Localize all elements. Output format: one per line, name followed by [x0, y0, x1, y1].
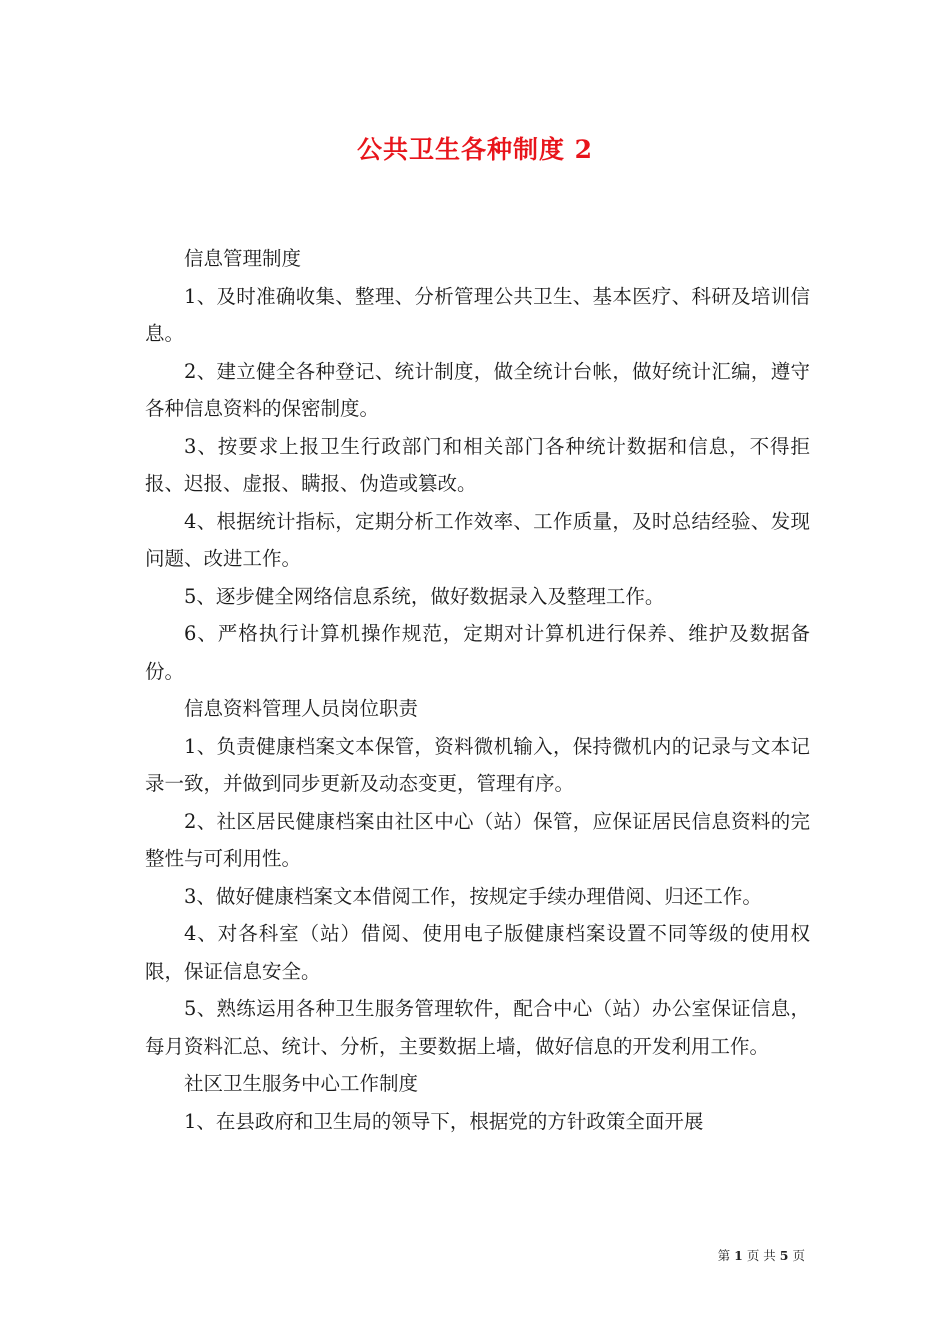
- paragraph: 4、根据统计指标，定期分析工作效率、工作质量，及时总结经验、发现问题、改进工作。: [145, 509, 810, 570]
- footer-prefix: 第: [717, 1248, 731, 1263]
- paragraph: 1、在县政府和卫生局的领导下，根据党的方针政策全面开展: [184, 1109, 704, 1133]
- document-title: 公共卫生各种制度 2: [356, 135, 594, 164]
- paragraph: 2、建立健全各种登记、统计制度，做全统计台帐，做好统计汇编，遵守各种信息资料的保密制度。: [145, 359, 810, 420]
- section-heading-staff-duties: 信息资料管理人员岗位职责: [184, 697, 419, 720]
- paragraph: 3、按要求上报卫生行政部门和相关部门各种统计数据和信息，不得拒报、迟报、虚报、瞒报、伪造或篡改。: [145, 434, 810, 495]
- section-heading-info-management: 信息管理制度: [184, 247, 302, 270]
- paragraph: 5、熟练运用各种卫生服务管理软件，配合中心（站）办公室保证信息，每月资料汇总、统计、分析，主要数据上墙，做好信息的开发利用工作。: [145, 997, 810, 1058]
- footer-total-pages: 5: [779, 1248, 789, 1263]
- page-number-footer: [718, 1246, 805, 1264]
- paragraph: 1、负责健康档案文本保管，资料微机输入，保持微机内的记录与文本记录一致，并做到同步更新及动态变更，管理有序。: [145, 734, 810, 795]
- paragraph: 4、对各科室（站）借阅、使用电子版健康档案设置不同等级的使用权限，保证信息安全。: [145, 922, 810, 983]
- footer-middle: 页 共: [746, 1248, 776, 1263]
- paragraph: 6、严格执行计算机操作规范，定期对计算机进行保养、维护及数据备份。: [145, 622, 810, 683]
- paragraph: 5、逐步健全网络信息系统，做好数据录入及整理工作。: [184, 584, 665, 608]
- section-heading-community-center: 社区卫生服务中心工作制度: [184, 1072, 419, 1095]
- footer-suffix: 页: [792, 1248, 805, 1263]
- paragraph: 2、社区居民健康档案由社区中心（站）保管，应保证居民信息资料的完整性与可利用性。: [145, 809, 810, 870]
- footer-current-page: 1: [734, 1248, 743, 1263]
- paragraph: 1、及时准确收集、整理、分析管理公共卫生、基本医疗、科研及培训信息。: [145, 284, 810, 345]
- document-body: [145, 240, 810, 1140]
- paragraph: 3、做好健康档案文本借阅工作，按规定手续办理借阅、归还工作。: [184, 884, 762, 908]
